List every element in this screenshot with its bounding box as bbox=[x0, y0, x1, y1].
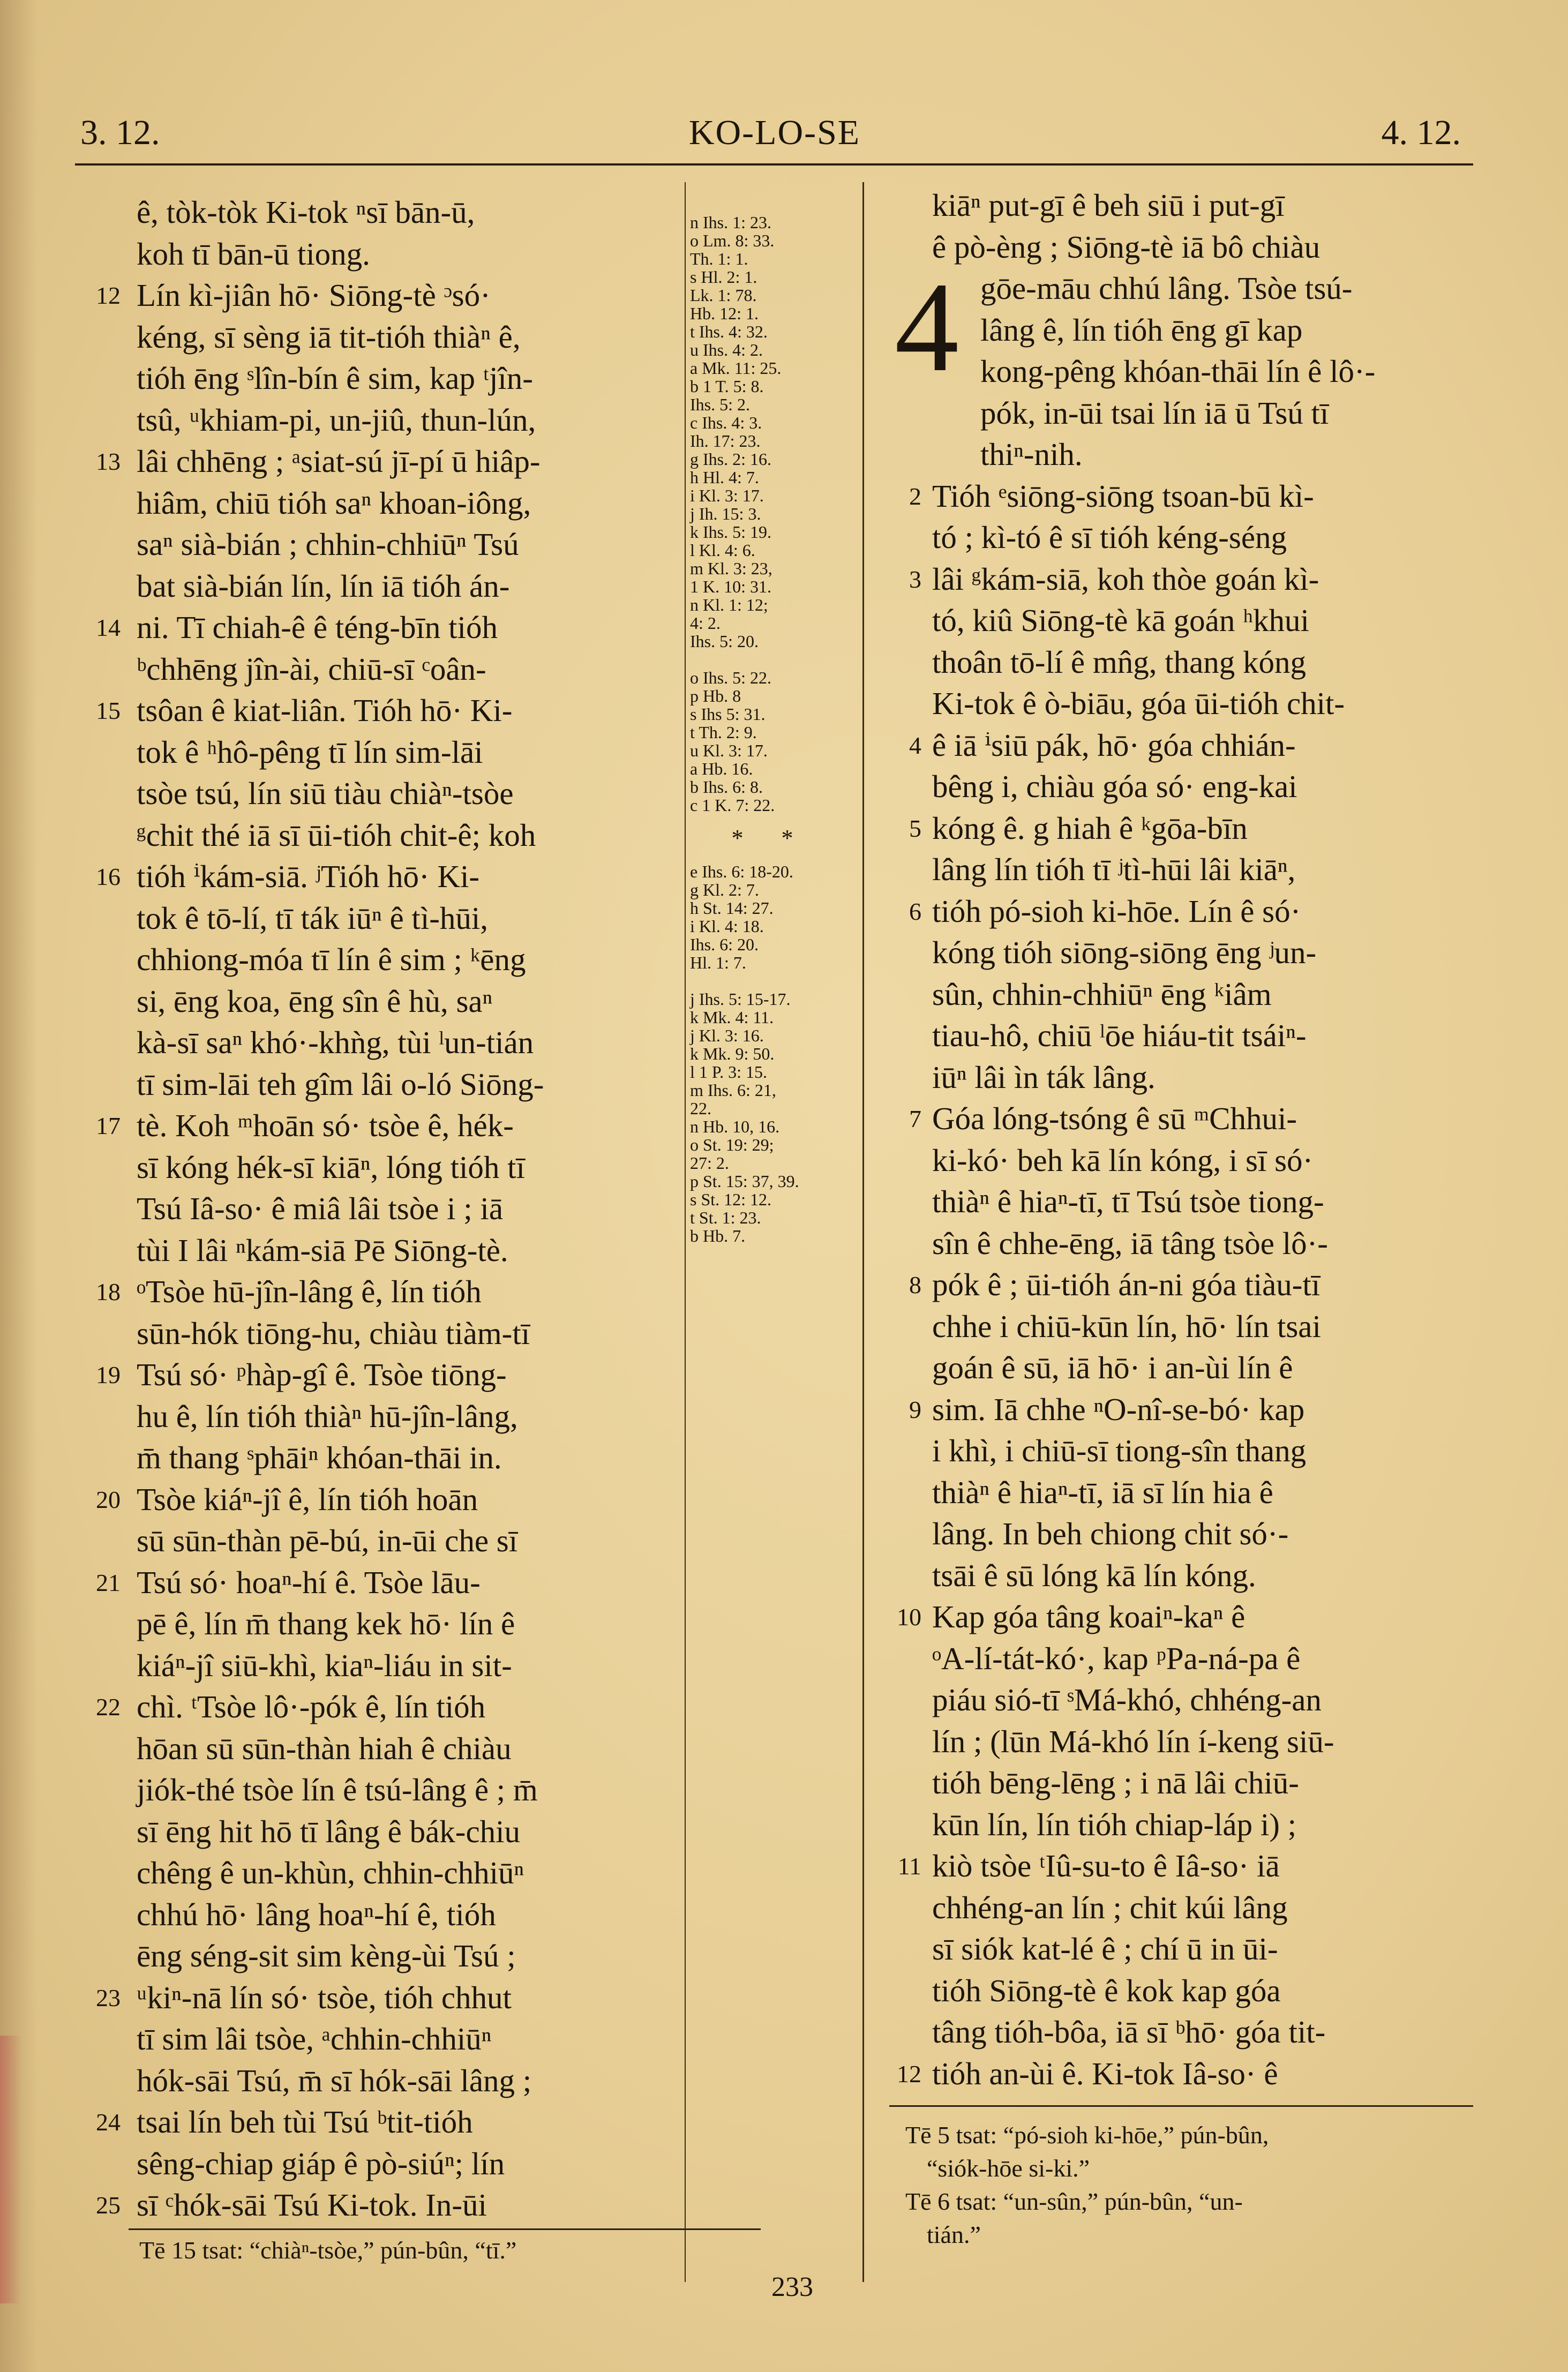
verse-text: kéng, sī sèng iā tit-tióh thiàⁿ ê, bbox=[137, 319, 521, 355]
text-line bbox=[137, 566, 683, 607]
text-line bbox=[932, 1762, 1473, 1804]
verse-text: sûn, chhin-chhiūⁿ ēng ᵏiâm bbox=[932, 976, 1272, 1012]
verse-text: hiâm, chiū tióh saⁿ khoan-iông, bbox=[137, 485, 531, 521]
verse-text: Lín kì-jiân hō· Siōng-tè ᵓsó· bbox=[137, 277, 491, 313]
verse-number: 17 bbox=[96, 1112, 121, 1139]
verse-text: tâng tióh-bôa, iā sī ᵇhō· góa tit- bbox=[932, 2014, 1326, 2050]
text-line bbox=[137, 1935, 683, 1977]
text-line bbox=[932, 1555, 1473, 1597]
text-line bbox=[932, 683, 1473, 725]
text-line bbox=[96, 1479, 683, 1521]
verse-text: tióh an-ùi ê. Ki-tok Iâ-so· ê bbox=[932, 2055, 1278, 2091]
cross-reference: g Ihs. 2: 16. bbox=[690, 449, 771, 469]
verse-text: tsû, ᵘkhiam-pi, un-jiû, thun-lún, bbox=[137, 402, 536, 438]
verse-text: kiò tsòe ᵗIû-su-to ê Iâ-so· iā bbox=[932, 1848, 1280, 1883]
verse-number: 12 bbox=[96, 282, 121, 309]
verse-text: lâng. In beh chiong chit só·- bbox=[932, 1516, 1289, 1551]
verse-number: 20 bbox=[96, 1485, 121, 1513]
edge-stain bbox=[0, 2036, 21, 2303]
text-line bbox=[137, 649, 683, 690]
verse-text: sī ᶜhók-sāi Tsú Ki-tok. In-ūi bbox=[137, 2187, 487, 2223]
text-line bbox=[96, 2101, 683, 2143]
verse-text: chêng ê un-khùn, chhin-chhiūⁿ bbox=[137, 1855, 524, 1890]
text-line bbox=[137, 1520, 683, 1562]
verse-text: piáu sió-tī ˢMá-khó, chhéng-an bbox=[932, 1682, 1322, 1717]
verse-text: Góa lóng-tsóng ê sū ᵐChhui- bbox=[932, 1101, 1297, 1136]
cross-reference: l 1 P. 3: 15. bbox=[690, 1062, 768, 1082]
verse-text: tióh Siōng-tè ê kok kap góa bbox=[932, 1972, 1281, 2008]
verse-text: thiàⁿ ê hiaⁿ-tī, tī Tsú tsòe tiong- bbox=[932, 1184, 1324, 1219]
text-line bbox=[137, 1230, 683, 1272]
verse-text: ᵘkiⁿ-nā lín só· tsòe, tióh chhut bbox=[137, 1979, 512, 2015]
verse-text: tsôan ê kiat-liân. Tióh hō· Ki- bbox=[137, 693, 513, 728]
text-line bbox=[932, 1887, 1473, 1929]
verse-text: tok ê tō-lí, tī ták iūⁿ ê tì-hūi, bbox=[137, 900, 489, 936]
text-line bbox=[932, 1015, 1473, 1057]
cross-reference: a Mk. 11: 25. bbox=[690, 358, 782, 378]
text-line bbox=[137, 898, 683, 940]
cross-reference: 27: 2. bbox=[690, 1153, 729, 1173]
text-line bbox=[96, 607, 683, 649]
text-line bbox=[137, 358, 683, 400]
footnote-right-line: tián.” bbox=[927, 2221, 981, 2248]
cross-reference: 1 K. 10: 31. bbox=[690, 577, 771, 596]
cross-reference: c Ihs. 4: 3. bbox=[690, 413, 762, 432]
verse-text: Kap góa tâng koaiⁿ-kaⁿ ê bbox=[932, 1599, 1246, 1634]
cross-reference: m Kl. 3: 23, bbox=[690, 559, 772, 578]
text-line bbox=[137, 2060, 683, 2102]
text-line bbox=[137, 981, 683, 1023]
verse-text: kà-sī saⁿ khó·-khǹg, tùi ˡun-tián bbox=[137, 1025, 534, 1060]
verse-text: lâi ᵍkám-siā, koh thòe goán kì- bbox=[932, 561, 1319, 597]
verse-text: bat sià-bián lín, lín iā tióh án- bbox=[137, 568, 510, 604]
verse-text: ᵒTsòe hū-jîn-lâng ê, lín tióh bbox=[137, 1274, 482, 1309]
text-line bbox=[96, 441, 683, 483]
verse-number: 22 bbox=[96, 1693, 121, 1721]
text-line bbox=[137, 1188, 683, 1230]
verse-number: 7 bbox=[909, 1105, 921, 1132]
verse-text: kóng ê. g hiah ê ᵏgōa-bīn bbox=[932, 810, 1248, 846]
footnote-right bbox=[905, 2119, 1269, 2251]
text-line bbox=[932, 517, 1473, 559]
verse-text: sī siók kat-lé ê ; chí ū in ūi- bbox=[932, 1931, 1278, 1966]
column-rule-left bbox=[685, 182, 686, 2282]
text-line bbox=[137, 2143, 683, 2185]
verse-number: 16 bbox=[96, 863, 121, 890]
text-line bbox=[137, 1603, 683, 1645]
reference-gap bbox=[690, 650, 851, 669]
chapter-dropcap: 4 bbox=[895, 256, 959, 398]
text-line bbox=[932, 227, 1473, 268]
text-line bbox=[137, 1147, 683, 1189]
verse-text: sū sūn-thàn pē-bú, in-ūi che sī bbox=[137, 1523, 518, 1558]
header-rule bbox=[75, 163, 1473, 166]
cross-reference: 22. bbox=[690, 1099, 711, 1118]
reference-gap bbox=[690, 972, 851, 990]
text-line bbox=[932, 1430, 1473, 1472]
text-line bbox=[909, 559, 1473, 600]
cross-reference: j Ihs. 5: 15-17. bbox=[690, 989, 791, 1009]
verse-number: 15 bbox=[96, 697, 121, 724]
footnote-left: Tē 15 tsat: “chiàⁿ-tsòe,” pún-bûn, “tī.” bbox=[139, 2236, 517, 2264]
text-line bbox=[137, 317, 683, 358]
text-line bbox=[932, 1347, 1473, 1389]
verse-text: kūn lín, lín tióh chiap-láp i) ; bbox=[932, 1806, 1297, 1842]
verse-text: chì. ᵗTsòe lô·-pók ê, lín tióh bbox=[137, 1689, 486, 1724]
text-line bbox=[932, 434, 1473, 476]
text-line bbox=[137, 939, 683, 981]
verse-text: hōan sū sūn-thàn hiah ê chiàu bbox=[137, 1730, 512, 1766]
verse-text: hu ê, lín tióh thiàⁿ hū-jîn-lâng, bbox=[137, 1398, 518, 1434]
text-line bbox=[932, 1679, 1473, 1721]
text-line bbox=[932, 1928, 1473, 1970]
verse-number: 3 bbox=[909, 565, 921, 593]
cross-reference: Hb. 12: 1. bbox=[690, 304, 759, 323]
cross-reference: j Ih. 15: 3. bbox=[690, 504, 761, 523]
text-line bbox=[137, 1064, 683, 1106]
cross-reference: k Mk. 4: 11. bbox=[690, 1008, 774, 1027]
text-line bbox=[932, 849, 1473, 891]
footnote-rule-left bbox=[129, 2228, 761, 2230]
verse-text: chhéng-an lín ; chit kúi lâng bbox=[932, 1889, 1288, 1925]
verse-number: 2 bbox=[909, 482, 921, 510]
verse-text: thoân tō-lí ê mn̂g, thang kóng bbox=[932, 644, 1307, 680]
cross-reference: 4: 2. bbox=[690, 613, 721, 633]
text-line bbox=[932, 642, 1473, 684]
text-line bbox=[137, 400, 683, 441]
text-line bbox=[96, 1686, 683, 1728]
verse-text: tióh ⁱkám-siā. ʲTióh hō· Ki- bbox=[137, 859, 479, 894]
verse-text: saⁿ sià-bián ; chhin-chhiūⁿ Tsú bbox=[137, 527, 519, 562]
verse-text: ᵍchit thé iā sī ūi-tióh chit-ê; koh bbox=[137, 817, 536, 853]
cross-reference: l Kl. 4: 6. bbox=[690, 541, 755, 560]
text-line bbox=[137, 1313, 683, 1355]
text-line bbox=[137, 2018, 683, 2060]
text-line bbox=[137, 1894, 683, 1936]
verse-text: iūⁿ lâi ìn ták lâng. bbox=[932, 1059, 1156, 1095]
cross-reference: o Lm. 8: 33. bbox=[690, 231, 775, 250]
text-line bbox=[932, 2011, 1473, 2053]
running-header bbox=[0, 107, 1568, 161]
text-line bbox=[96, 275, 683, 317]
cross-reference: Ihs. 5: 20. bbox=[690, 632, 759, 651]
text-line bbox=[137, 815, 683, 857]
verse-text: si, ēng koa, ēng sîn ê hù, saⁿ bbox=[137, 983, 493, 1019]
verse-text: tióh bēng-lēng ; i nā lâi chiū- bbox=[932, 1765, 1299, 1800]
verse-number: 19 bbox=[96, 1361, 121, 1388]
verse-text: pók, in-ūi tsai lín iā ū Tsú tī bbox=[980, 395, 1329, 431]
text-line bbox=[932, 1472, 1473, 1514]
text-line bbox=[96, 2185, 683, 2226]
cross-reference: a Hb. 16. bbox=[690, 759, 753, 778]
verse-text: kong-pêng khóan-thāi lín ê lô·- bbox=[980, 354, 1376, 389]
verse-text: sī ēng hit hō tī lâng ê bák-chiu bbox=[137, 1813, 521, 1849]
verse-text: ᵒA-lí-tát-kó·, kap ᵖPa-ná-pa ê bbox=[932, 1640, 1301, 1676]
text-line bbox=[137, 234, 683, 275]
verse-text: ê iā ⁱsiū pák, hō· góa chhián- bbox=[932, 727, 1296, 763]
text-line bbox=[932, 1140, 1473, 1182]
cross-reference: m Ihs. 6: 21, bbox=[690, 1080, 776, 1100]
verse-text: Tsú só· hoaⁿ-hí ê. Tsòe lāu- bbox=[137, 1564, 481, 1600]
verse-text: Ki-tok ê ò-biāu, góa ūi-tióh chit- bbox=[932, 686, 1345, 721]
verse-text: kiāⁿ put-gī ê beh siū i put-gī bbox=[932, 187, 1285, 223]
verse-text: kiáⁿ-jî siū-khì, kiaⁿ-liáu in sit- bbox=[137, 1647, 512, 1683]
verse-text: tsāi ê sū lóng kā lín kóng. bbox=[932, 1557, 1256, 1593]
text-line bbox=[932, 1970, 1473, 2012]
verse-text: kóng tióh siōng-siōng ēng ʲun- bbox=[932, 935, 1317, 970]
verse-number: 24 bbox=[96, 2108, 121, 2136]
verse-text: tiau-hô, chiū ˡōe hiáu-tit tsáiⁿ- bbox=[932, 1018, 1307, 1053]
verse-text: thiàⁿ ê hiaⁿ-tī, iā sī lín hia ê bbox=[932, 1474, 1273, 1510]
cross-reference: t Ihs. 4: 32. bbox=[690, 322, 768, 341]
verse-text: ê, tòk-tòk Ki-tok ⁿsī bān-ū, bbox=[137, 194, 475, 230]
verse-text: lâi chhēng ; ᵃsiat-sú jī-pí ū hiâp- bbox=[137, 444, 541, 479]
verse-number: 6 bbox=[909, 897, 921, 925]
verse-text: Tsú só· ᵖhàp-gî ê. Tsòe tiōng- bbox=[137, 1357, 507, 1392]
page-number: 233 bbox=[771, 2272, 813, 2302]
verse-text: thiⁿ-nih. bbox=[980, 437, 1083, 472]
cross-reference: Ih. 17: 23. bbox=[690, 431, 761, 451]
verse-text: tī sim lâi tsòe, ᵃchhin-chhiūⁿ bbox=[137, 2021, 492, 2056]
verse-number: 5 bbox=[909, 814, 921, 842]
verse-number: 23 bbox=[96, 1984, 121, 2011]
text-line bbox=[932, 1513, 1473, 1555]
cross-reference: i Kl. 3: 17. bbox=[690, 486, 764, 505]
cross-reference: n Ihs. 1: 23. bbox=[690, 213, 771, 232]
text-line bbox=[909, 808, 1473, 850]
cross-reference: h Hl. 4: 7. bbox=[690, 468, 759, 487]
text-line bbox=[932, 1804, 1473, 1846]
verse-number: 12 bbox=[897, 2060, 921, 2088]
page-spine-shadow bbox=[0, 0, 37, 2372]
verse-text: chhiong-móa tī lín ê sim ; ᵏēng bbox=[137, 942, 526, 977]
verse-text: bêng i, chiàu góa só· eng-kai bbox=[932, 769, 1297, 804]
text-line bbox=[137, 524, 683, 566]
column-rule-right bbox=[862, 182, 864, 2282]
text-line bbox=[932, 393, 1473, 434]
verse-text: lâng ê, lín tióh ēng gī kap bbox=[980, 312, 1303, 348]
cross-reference: Ihs. 6: 20. bbox=[690, 935, 759, 954]
verse-text: tsai lín beh tùi Tsú ᵇtit-tióh bbox=[137, 2104, 473, 2140]
cross-reference: b Hb. 7. bbox=[690, 1226, 746, 1245]
verse-text: ēng séng-sit sim kèng-ùi Tsú ; bbox=[137, 1938, 516, 1973]
text-line bbox=[137, 773, 683, 815]
text-line bbox=[909, 1264, 1473, 1306]
cross-reference: t St. 1: 23. bbox=[690, 1208, 761, 1227]
verse-text: pē ê, lín m̄ thang kek hō· lín ê bbox=[137, 1606, 515, 1641]
verse-number: 13 bbox=[96, 448, 121, 475]
text-line bbox=[137, 1728, 683, 1770]
cross-reference: b Ihs. 6: 8. bbox=[690, 777, 763, 797]
cross-reference: s Ihs 5: 31. bbox=[690, 704, 766, 724]
verse-text: goán ê sū, iā hō· i an-ùi lín ê bbox=[932, 1350, 1293, 1385]
verse-text: i khì, i chiū-sī tiong-sîn thang bbox=[932, 1433, 1307, 1468]
right-text-column bbox=[897, 185, 1473, 2095]
cross-reference: k Mk. 9: 50. bbox=[690, 1044, 775, 1063]
verse-text: ni. Tī chiah-ê ê téng-bīn tióh bbox=[137, 610, 498, 645]
cross-reference: p St. 15: 37, 39. bbox=[690, 1172, 799, 1191]
cross-reference: n Hb. 10, 16. bbox=[690, 1117, 780, 1136]
verse-number: 8 bbox=[909, 1271, 921, 1298]
verse-text: sūn-hók tiōng-hu, chiàu tiàm-tī bbox=[137, 1315, 530, 1351]
verse-text: sim. Iā chhe ⁿO-nî-se-bó· kap bbox=[932, 1391, 1305, 1427]
text-line bbox=[932, 185, 1473, 227]
text-line bbox=[932, 310, 1473, 351]
verse-text: tsòe tsú, lín siū tiàu chiàⁿ-tsòe bbox=[137, 776, 514, 811]
verse-number: 11 bbox=[897, 1852, 921, 1880]
verse-text: sêng-chiap giáp ê pò-siúⁿ; lín bbox=[137, 2145, 505, 2181]
text-line bbox=[932, 766, 1473, 808]
verse-text: ᵇchhēng jîn-ài, chiū-sī ᶜoân- bbox=[137, 651, 486, 687]
text-line bbox=[96, 856, 683, 898]
text-line bbox=[897, 1845, 1473, 1887]
text-line bbox=[137, 1852, 683, 1894]
verse-text: m̄ thang ˢphāiⁿ khóan-thāi in. bbox=[137, 1440, 502, 1475]
text-line bbox=[96, 690, 683, 732]
text-line bbox=[932, 1181, 1473, 1223]
verse-text: tióh pó-sioh ki-hōe. Lín ê só· bbox=[932, 893, 1301, 929]
text-line bbox=[96, 1354, 683, 1396]
verse-text: tó, kiû Siōng-tè kā goán ʰkhui bbox=[932, 603, 1309, 638]
cross-reference: Hl. 1: 7. bbox=[690, 953, 746, 972]
text-line bbox=[96, 1105, 683, 1147]
text-line bbox=[137, 732, 683, 774]
text-line bbox=[932, 1306, 1473, 1348]
verse-text: tok ê ʰhô-pêng tī lín sim-lāi bbox=[137, 734, 483, 770]
verse-text: sîn ê chhe-ēng, iā tâng tsòe lô·- bbox=[932, 1225, 1328, 1261]
cross-reference: n Kl. 1: 12; bbox=[690, 595, 768, 614]
cross-reference: i Kl. 4: 18. bbox=[690, 917, 764, 936]
text-line bbox=[137, 1769, 683, 1811]
verse-text: Tsú Iâ-so· ê miâ lâi tsòe i ; iā bbox=[137, 1191, 504, 1226]
cross-reference: g Kl. 2: 7. bbox=[690, 880, 759, 899]
text-line bbox=[137, 1022, 683, 1064]
cross-reference: j Kl. 3: 16. bbox=[690, 1026, 764, 1045]
verse-text: koh tī bān-ū tiong. bbox=[137, 236, 370, 272]
text-line bbox=[96, 1562, 683, 1604]
verse-text: pók ê ; ūi-tióh án-ni góa tiàu-tī bbox=[932, 1267, 1321, 1302]
cross-reference: c 1 K. 7: 22. bbox=[690, 795, 775, 815]
text-line bbox=[932, 600, 1473, 642]
verse-text: lín ; (lūn Má-khó lín í-keng siū- bbox=[932, 1723, 1334, 1759]
verse-text: chhe i chiū-kūn lín, hō· lín tsai bbox=[932, 1308, 1321, 1344]
text-line bbox=[909, 1098, 1473, 1140]
text-line bbox=[909, 476, 1473, 517]
text-line bbox=[137, 1396, 683, 1438]
text-line bbox=[932, 974, 1473, 1016]
text-line bbox=[932, 1638, 1473, 1680]
cross-reference: u Ihs. 4: 2. bbox=[690, 340, 763, 359]
cross-reference: p Hb. 8 bbox=[690, 686, 741, 705]
text-line bbox=[909, 725, 1473, 767]
cross-reference: b 1 T. 5: 8. bbox=[690, 377, 764, 396]
verse-number: 9 bbox=[909, 1395, 921, 1423]
verse-text: tó ; kì-tó ê sī tióh kéng-séng bbox=[932, 520, 1287, 555]
cross-reference: Th. 1: 1. bbox=[690, 249, 748, 268]
header-left-ref: 3. 12. bbox=[80, 113, 160, 152]
verse-text: Tióh ᵉsiōng-siōng tsoan-bū kì- bbox=[932, 478, 1314, 514]
footnote-right-line: Tē 6 tsat: “un-sûn,” pún-bûn, “un- bbox=[905, 2188, 1243, 2215]
header-right-ref: 4. 12. bbox=[1381, 113, 1461, 152]
verse-number: 14 bbox=[96, 614, 121, 641]
text-line bbox=[932, 1721, 1473, 1763]
text-line bbox=[932, 1057, 1473, 1099]
text-line bbox=[932, 1223, 1473, 1265]
text-line bbox=[137, 483, 683, 524]
footnote-right-line: “siók-hōe si-ki.” bbox=[927, 2155, 1090, 2182]
verse-number: 25 bbox=[96, 2191, 121, 2219]
footnote-right-line: Tē 5 tsat: “pó-sioh ki-hōe,” pún-bûn, bbox=[905, 2121, 1269, 2149]
verse-number: 18 bbox=[96, 1278, 121, 1305]
header-book-title: KO-LO-SE bbox=[688, 113, 861, 152]
verse-number: 21 bbox=[96, 1568, 121, 1596]
cross-references-column bbox=[690, 213, 851, 1245]
section-break-stars: * * bbox=[731, 825, 809, 851]
verse-text: ki-kó· beh kā lín kóng, i sī só· bbox=[932, 1142, 1314, 1178]
text-line bbox=[137, 1645, 683, 1687]
text-line bbox=[932, 268, 1473, 310]
text-line bbox=[137, 1437, 683, 1479]
cross-reference: k Ihs. 5: 19. bbox=[690, 522, 771, 542]
verse-text: Tsòe kiáⁿ-jî ê, lín tióh hoān bbox=[137, 1481, 478, 1517]
footnote-rule-right bbox=[889, 2105, 1473, 2107]
verse-text: hók-sāi Tsú, m̄ sī hók-sāi lâng ; bbox=[137, 2062, 532, 2098]
verse-text: jiók-thé tsòe lín ê tsú-lâng ê ; m̄ bbox=[137, 1772, 538, 1807]
verse-text: tùi I lâi ⁿkám-siā Pē Siōng-tè. bbox=[137, 1232, 508, 1268]
verse-number: 4 bbox=[909, 731, 921, 759]
cross-reference: s St. 12: 12. bbox=[690, 1190, 772, 1209]
cross-reference: t Th. 2: 9. bbox=[690, 723, 757, 742]
cross-reference: Ihs. 5: 2. bbox=[690, 395, 750, 414]
cross-reference: o St. 19: 29; bbox=[690, 1135, 774, 1154]
verse-text: gōe-māu chhú lâng. Tsòe tsú- bbox=[980, 271, 1353, 306]
text-line bbox=[96, 1977, 683, 2019]
text-line bbox=[137, 192, 683, 234]
verse-text: lâng lín tióh tī ʲtì-hūi lâi kiāⁿ, bbox=[932, 852, 1296, 887]
text-line bbox=[909, 1389, 1473, 1431]
verse-text: ê pò-èng ; Siōng-tè iā bô chiàu bbox=[932, 229, 1321, 265]
cross-reference: Lk. 1: 78. bbox=[690, 286, 757, 305]
text-line bbox=[909, 891, 1473, 933]
verse-text: chhú hō· lâng hoaⁿ-hí ê, tióh bbox=[137, 1896, 496, 1932]
cross-reference: u Kl. 3: 17. bbox=[690, 741, 768, 760]
left-text-column bbox=[96, 192, 683, 2226]
verse-text: tè. Koh ᵐhoān só· tsòe ê, hék- bbox=[137, 1108, 514, 1143]
cross-reference: e Ihs. 6: 18-20. bbox=[690, 862, 793, 881]
text-line bbox=[897, 1596, 1473, 1638]
verse-number: 10 bbox=[897, 1603, 921, 1631]
verse-text: tióh ēng ˢlîn-bín ê sim, kap ᵗjîn- bbox=[137, 361, 533, 396]
text-line bbox=[137, 1811, 683, 1853]
cross-reference: o Ihs. 5: 22. bbox=[690, 668, 771, 687]
text-line bbox=[932, 932, 1473, 974]
text-line bbox=[932, 351, 1473, 393]
verse-text: tī sim-lāi teh gîm lâi o-ló Siōng- bbox=[137, 1066, 544, 1102]
cross-reference: s Hl. 2: 1. bbox=[690, 267, 757, 287]
text-line bbox=[96, 1271, 683, 1313]
verse-text: sī kóng hék-sī kiāⁿ, lóng tióh tī bbox=[137, 1149, 525, 1185]
cross-reference: h St. 14: 27. bbox=[690, 898, 774, 918]
text-line bbox=[897, 2053, 1473, 2095]
